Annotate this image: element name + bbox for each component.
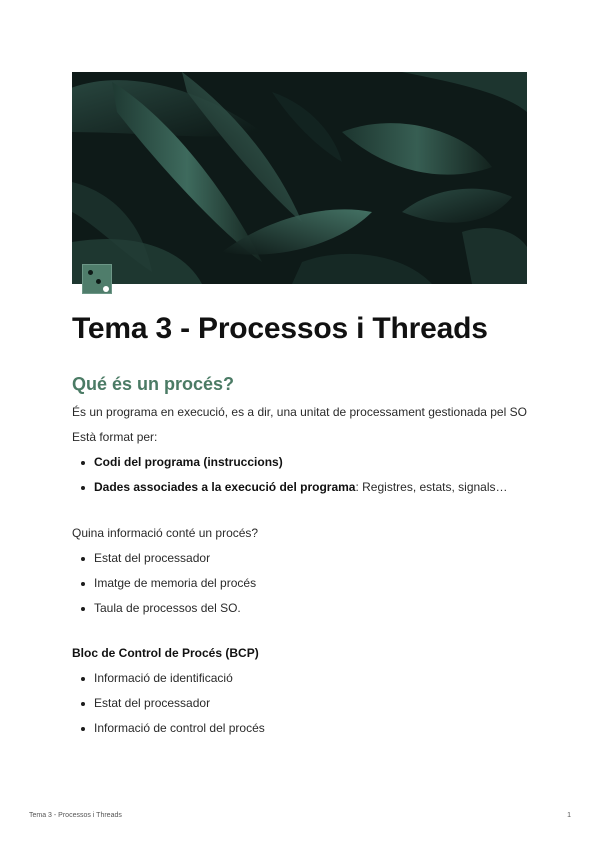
page-number: 1 <box>567 812 571 819</box>
info-question: Quina informació conté un procés? <box>72 526 259 540</box>
footer-title: Tema 3 - Processos i Threads <box>29 812 122 819</box>
bcp-list <box>72 669 528 737</box>
page-title: Tema 3 - Processos i Threads <box>72 312 488 345</box>
definition-text: És un programa en execució, es a dir, una unitat de processament gestionada pel SO <box>72 405 527 419</box>
list-item: Informació de control del procés <box>72 719 528 737</box>
page-icon <box>82 264 112 294</box>
list-item: Taula de processos del SO. <box>72 599 528 617</box>
dot-icon <box>103 286 109 292</box>
format-list <box>72 453 528 496</box>
info-list <box>72 549 528 617</box>
list-item: Imatge de memoria del procés <box>72 574 528 592</box>
list-item: Estat del processador <box>72 549 528 567</box>
list-item: Codi del programa (instruccions) <box>72 453 528 471</box>
page-content <box>72 374 528 744</box>
dot-icon <box>88 270 93 275</box>
list-item: Informació de identificació <box>72 669 528 687</box>
list-item: Dades associades a la execució del programa: Registres, estats, signals… <box>72 478 528 496</box>
cover-image <box>72 72 527 284</box>
format-intro: Està format per: <box>72 430 158 444</box>
bcp-heading: Bloc de Control de Procés (BCP) <box>72 646 259 660</box>
list-item: Estat del processador <box>72 694 528 712</box>
section-heading: Qué és un procés? <box>72 374 235 394</box>
dot-icon <box>96 279 101 284</box>
